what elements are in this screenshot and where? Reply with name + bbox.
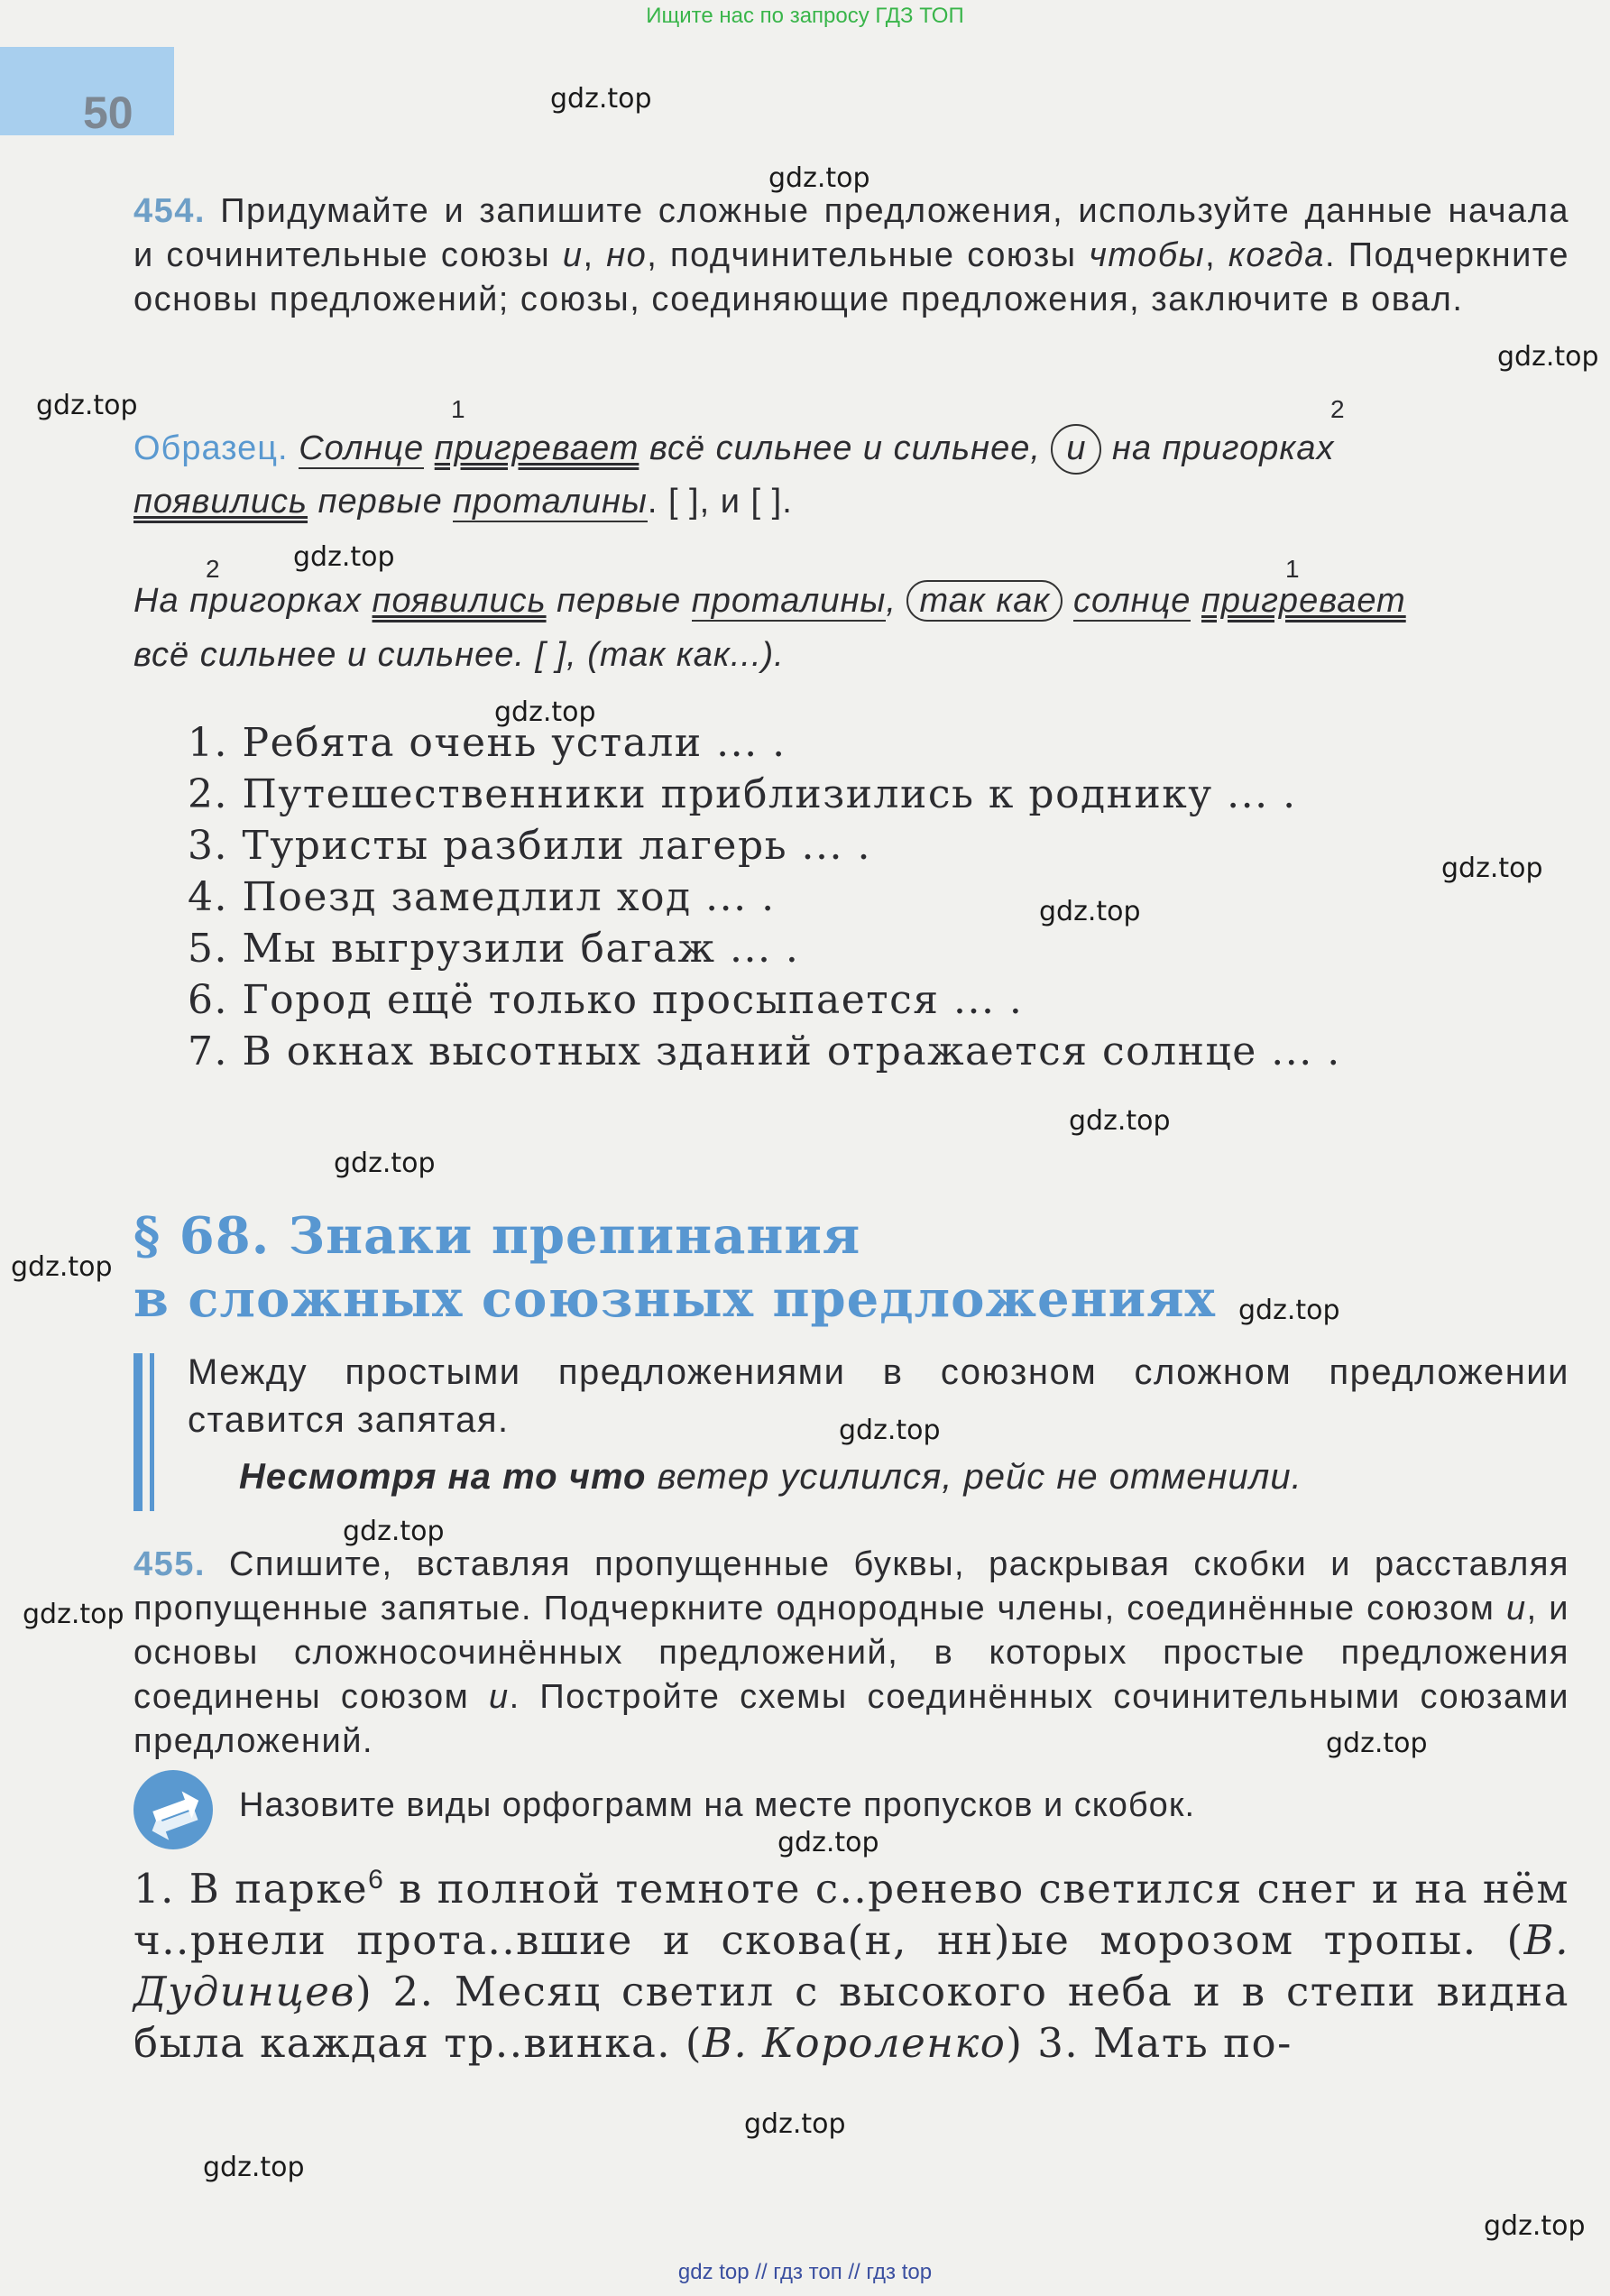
rule-example: Несмотря на то что ветер усилился, рейс не отменили. — [239, 1457, 1302, 1497]
predicate: пригревает — [434, 429, 639, 467]
subject: проталины — [691, 582, 887, 620]
orthogram-instruction: Назовите виды орфограмм на месте пропусков и скобок. — [239, 1786, 1196, 1824]
watermark: gdz.top — [293, 541, 395, 573]
sample-mark: 2 — [206, 555, 220, 583]
watermark: gdz.top — [744, 2108, 846, 2140]
rule-text: Между простыми предложениями в союзном сложном предложении ставится запятая. — [188, 1352, 1569, 1440]
list-item: 6. Город ещё только просыпается ... . — [188, 977, 1024, 1023]
predicate: появились — [372, 582, 547, 620]
top-banner[interactable]: Ищите нас по запросу ГДЗ ТОП — [646, 4, 964, 28]
subject: солнце — [1072, 582, 1191, 620]
watermark: gdz.top — [11, 1251, 113, 1283]
watermark: gdz.top — [1326, 1728, 1428, 1759]
bottom-banner[interactable]: gdz top // гдз топ // гдз top — [677, 2260, 933, 2284]
watermark: gdz.top — [334, 1148, 436, 1179]
sample-line-2: появились первые проталины. [ ], и [ ]. — [133, 483, 793, 521]
watermark: gdz.top — [550, 83, 652, 115]
footnote-mark: 6 — [368, 1865, 385, 1895]
exercise-454-task: 454. Придумайте и запишите сложные предложения, используйте данные начала и сочинительные союзы и, но, подчинительные союзы чтобы, когда. Подчеркните основы предложений; союзы, соединяющие предложения, заключите в овал. — [133, 192, 1569, 318]
author-name: В. Короленко — [702, 2019, 1007, 2067]
list-item: 7. В окнах высотных зданий отражается солнце ... . — [188, 1028, 1341, 1074]
rule-marker-bar — [133, 1353, 143, 1511]
watermark: gdz.top — [1484, 2210, 1586, 2242]
rule-marker-bar — [150, 1353, 154, 1511]
list-item: 5. Мы выгрузили багаж ... . — [188, 926, 800, 972]
conjunction-oval: и — [1051, 424, 1101, 475]
predicate: пригревает — [1201, 582, 1406, 620]
watermark: gdz.top — [1069, 1105, 1171, 1137]
sample-mark: 1 — [451, 395, 465, 423]
list-item: 1. Ребята очень устали ... . — [188, 720, 787, 766]
watermark: gdz.top — [777, 1827, 879, 1858]
watermark: gdz.top — [494, 696, 596, 728]
predicate: появились — [133, 483, 308, 521]
section-title-line-1: § 68. Знаки препинания — [133, 1206, 861, 1266]
sample-line-4: всё сильнее и сильнее. [ ], (так как...). — [133, 636, 785, 674]
watermark: gdz.top — [1441, 853, 1543, 884]
exercise-455-text: 1. В парке$^6$ в полной темноте с..ренево светился снег и на нём ч..рнели прота..вшие и скова(н, нн)ые морозом тропы. (В. Дудинцев) 2. Месяц светил с высокого неба и в степи видна была каждая тр..винка. (В. Короленко) 3. Мать по- — [133, 1865, 1569, 2067]
author-name: В. Дудинцев — [133, 1916, 1569, 2015]
sentence-list — [188, 717, 1341, 1077]
exercise-455-task: 455. Спишите, вставляя пропущенные буквы, раскрывая скобки и расставляя пропущенные запятые. Подчеркните однородные члены, соединённые союзом и, и основы сложносочинённых предложений, в которых простые предложения соединены союзом и. Постройте схемы соединённых сочинительными союзами предложений. — [133, 1545, 1569, 1760]
watermark: gdz.top — [23, 1599, 124, 1630]
sample-line-3: На пригорках появились первые проталины, так как солнце пригревает — [133, 582, 1406, 620]
watermark: gdz.top — [1497, 341, 1599, 373]
exercise-number: 454. — [133, 192, 206, 230]
list-item: 4. Поезд замедлил ход ... . — [188, 874, 776, 920]
exercise-number: 455. — [133, 1545, 206, 1583]
repeat-icon — [133, 1770, 213, 1849]
subject: проталины — [453, 483, 648, 521]
watermark: gdz.top — [203, 2152, 305, 2183]
sample-line-1: Образец. Солнце пригревает всё сильнее и сильнее, и на пригорках — [133, 424, 1577, 475]
watermark: gdz.top — [343, 1516, 445, 1547]
watermark: gdz.top — [36, 390, 138, 421]
sample-label: Образец. — [133, 429, 289, 467]
watermark: gdz.top — [1039, 896, 1141, 927]
page-number: 50 — [83, 88, 133, 138]
list-item: 2. Путешественники приблизились к роднику ... . — [188, 771, 1297, 817]
watermark: gdz.top — [1238, 1295, 1340, 1326]
sample-mark: 2 — [1330, 395, 1345, 423]
conjunction-oval: так как — [906, 580, 1063, 622]
watermark: gdz.top — [839, 1415, 941, 1446]
sample-mark: 1 — [1285, 555, 1300, 583]
subject: Солнце — [299, 429, 425, 467]
list-item: 3. Туристы разбили лагерь ... . — [188, 823, 871, 869]
section-title-line-2: в сложных союзных предложениях — [133, 1269, 1216, 1329]
watermark: gdz.top — [768, 162, 870, 194]
